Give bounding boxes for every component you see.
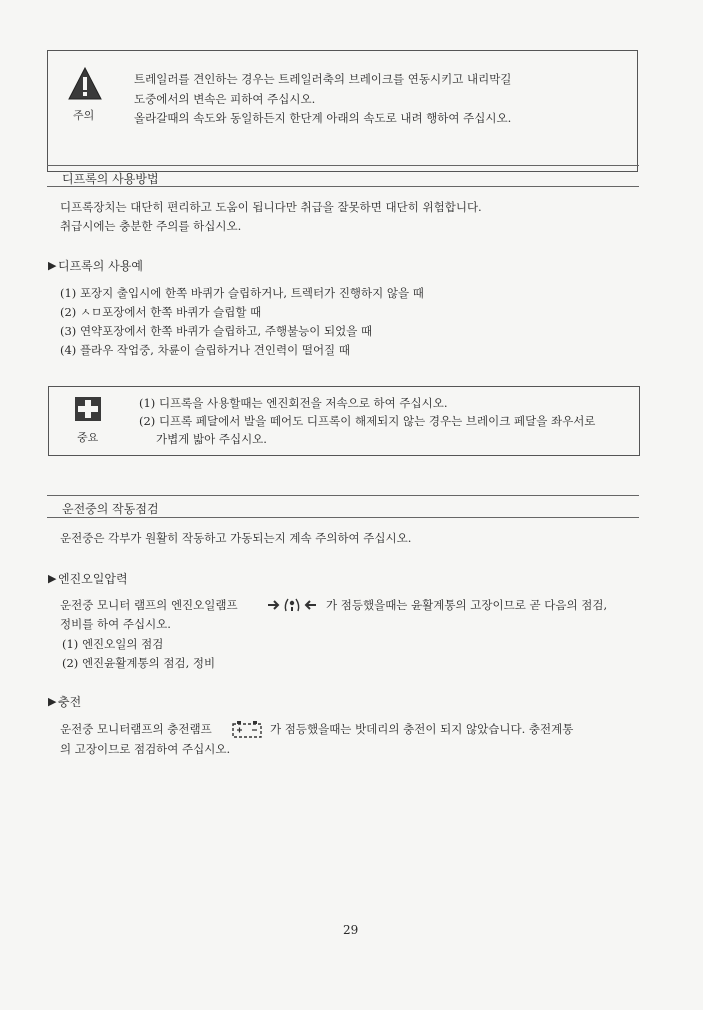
warning-line-1: 트레일러를 견인하는 경우는 트레일러축의 브레이크를 연동시키고 내리막길 bbox=[134, 72, 512, 86]
charge-line-2: 의 고장이므로 점검하여 주십시오. bbox=[60, 742, 231, 756]
oil-item-2: (2) 엔진윤활계통의 점검, 정비 bbox=[62, 656, 216, 670]
warning-label: 주의 bbox=[73, 109, 95, 122]
oil-item-1: (1) 엔진오일의 점검 bbox=[62, 637, 164, 651]
section2-rule-top bbox=[47, 495, 639, 496]
important-line-2: (2) 디프록 페달에서 발을 떼어도 디프록이 해제되지 않는 경우는 브레이크 페달을 좌우서로 bbox=[139, 414, 596, 428]
section1-rule-top bbox=[47, 165, 639, 166]
section2-intro: 운전중은 각부가 원활히 작동하고 가동되는지 계속 주의하여 주십시오. bbox=[60, 531, 412, 545]
important-line-3: 가볍게 밟아 주십시오. bbox=[156, 432, 267, 446]
section1-intro-1: 디프록장치는 대단히 편리하고 도움이 됩니다만 취급을 잘못하면 대단히 위험합니다. bbox=[60, 200, 482, 214]
important-cross-icon bbox=[75, 397, 101, 421]
important-label: 중요 bbox=[77, 431, 99, 444]
oil-line-1-pre: 운전중 모니터 램프의 엔진오일램프 bbox=[60, 598, 238, 612]
charge-line-1-pre: 운전중 모니터램프의 충전램프 bbox=[60, 722, 212, 736]
oil-lamp-icon bbox=[266, 594, 318, 616]
usage-item-3: (3) 연약포장에서 한쪽 바퀴가 슬립하고, 주행불능이 되었을 때 bbox=[60, 324, 373, 338]
usage-item-4: (4) 플라우 작업중, 차륜이 슬립하거나 견인력이 떨어질 때 bbox=[60, 343, 350, 357]
section2-title: 운전중의 작동점검 bbox=[62, 502, 159, 516]
warning-line-3: 올라갈때의 속도와 동일하든지 한단계 아래의 속도로 내려 행하여 주십시오. bbox=[134, 111, 512, 125]
section1-title: 디프록의 사용방법 bbox=[62, 172, 159, 186]
charge-line-1-post: 가 점등했을때는 밧데리의 충전이 되지 않았습니다. 충전계통 bbox=[270, 722, 574, 736]
oil-line-2: 정비를 하여 주십시오. bbox=[60, 617, 171, 631]
oil-heading: 엔진오일압력 bbox=[58, 572, 128, 586]
section2-rule-bottom bbox=[47, 517, 639, 518]
important-box bbox=[48, 386, 640, 456]
warning-box bbox=[47, 50, 638, 172]
section1-subheading: 디프록의 사용예 bbox=[58, 259, 143, 273]
oil-line-1-post: 가 점등했을때는 윤활계통의 고장이므로 곧 다음의 점검, bbox=[326, 598, 608, 612]
battery-lamp-icon bbox=[231, 719, 263, 739]
warning-triangle-icon bbox=[67, 66, 103, 102]
usage-item-1: (1) 포장지 출입시에 한쪽 바퀴가 슬립하거나, 트렉터가 진행하지 않을 때 bbox=[60, 286, 424, 300]
warning-line-2: 도중에서의 변속은 피하여 주십시오. bbox=[134, 92, 316, 106]
play-arrow-icon: ▶ bbox=[48, 695, 57, 708]
important-line-1: (1) 디프록을 사용할때는 엔진회전을 저속으로 하여 주십시오. bbox=[139, 396, 448, 410]
play-arrow-icon: ▶ bbox=[48, 259, 57, 272]
play-arrow-icon: ▶ bbox=[48, 572, 57, 585]
charge-heading: 충전 bbox=[58, 695, 82, 709]
section1-intro-2: 취급시에는 충분한 주의를 하십시오. bbox=[60, 219, 242, 233]
page-number: 29 bbox=[343, 923, 359, 937]
usage-item-2: (2) ㅅㅁ포장에서 한쪽 바퀴가 슬립할 때 bbox=[60, 305, 262, 319]
section1-rule-bottom bbox=[47, 186, 639, 187]
